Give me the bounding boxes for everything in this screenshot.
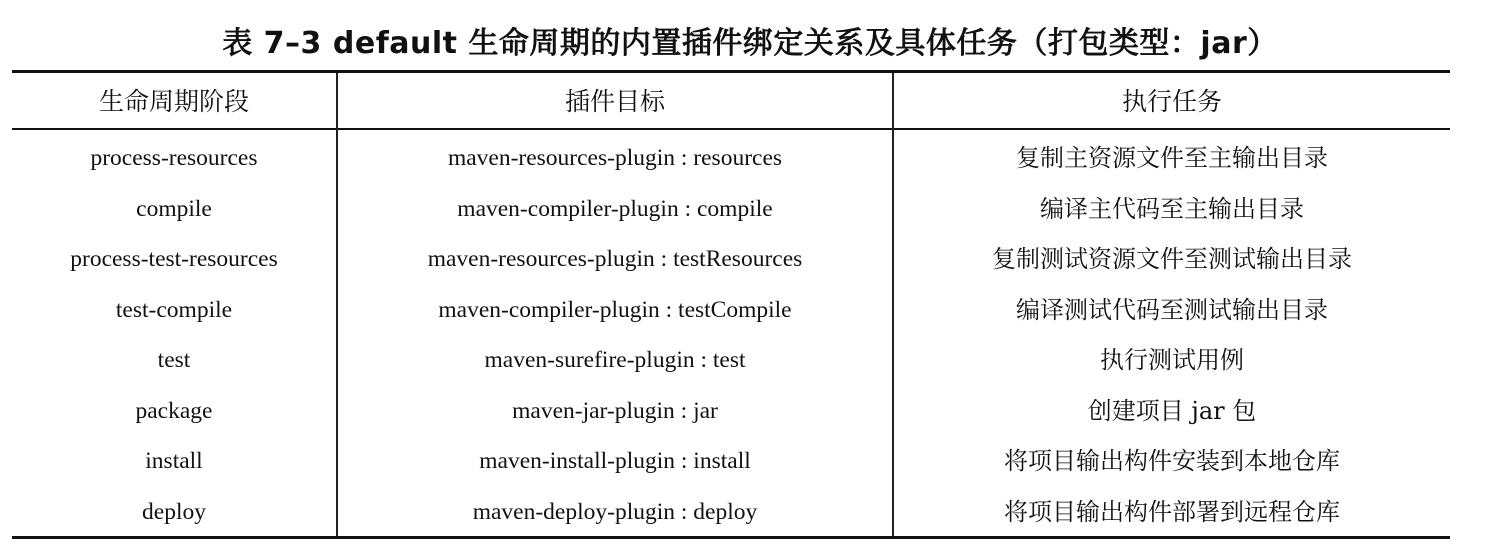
table-row — [0, 436, 1500, 487]
phase-cell: package — [135, 397, 213, 424]
task-cell: 将项目输出构件部署到远程仓库 — [1004, 497, 1340, 526]
phase-cell: install — [145, 448, 203, 474]
table-row — [0, 285, 1500, 336]
goal-cell: maven-compiler-plugin : compile — [457, 195, 773, 222]
goal-cell: maven-install-plugin : install — [479, 448, 751, 474]
task-cell: 编译主代码至主输出目录 — [1040, 194, 1304, 223]
header-task: 执行任务 — [1121, 87, 1222, 116]
table-top-rule — [12, 70, 1450, 73]
table-row — [0, 184, 1500, 235]
table-header-rule — [12, 128, 1450, 130]
phase-cell: test-compile — [115, 296, 233, 323]
goal-cell: maven-jar-plugin : jar — [512, 397, 718, 424]
table-row — [0, 487, 1500, 538]
phase-cell: process-resources — [90, 145, 258, 171]
table-row — [0, 386, 1500, 437]
table-row — [0, 234, 1500, 285]
goal-cell: maven-resources-plugin : resources — [447, 145, 783, 171]
header-lifecycle-phase: 生命周期阶段 — [98, 87, 249, 116]
phase-cell: process-test-resources — [70, 246, 278, 272]
header-plugin-goal: 插件目标 — [564, 87, 665, 116]
goal-cell: maven-deploy-plugin : deploy — [472, 498, 758, 525]
goal-cell: maven-compiler-plugin : testCompile — [438, 296, 792, 323]
phase-cell: deploy — [142, 498, 206, 525]
table-body — [0, 133, 1500, 537]
task-cell: 复制主资源文件至主输出目录 — [1016, 144, 1328, 172]
task-cell: 复制测试资源文件至测试输出目录 — [992, 245, 1352, 273]
phase-cell: test — [157, 347, 191, 373]
task-cell: 将项目输出构件安装到本地仓库 — [1004, 447, 1340, 475]
goal-cell: maven-surefire-plugin : test — [484, 347, 746, 373]
table-caption: 表 7–3 default 生命周期的内置插件绑定关系及具体任务（打包类型：jar） — [222, 26, 1278, 61]
table-row — [0, 335, 1500, 386]
task-cell: 执行测试用例 — [1100, 346, 1244, 374]
table-row — [0, 133, 1500, 184]
goal-cell: maven-resources-plugin : testResources — [427, 246, 803, 272]
task-cell: 编译测试代码至测试输出目录 — [1016, 295, 1328, 324]
task-cell: 创建项目 jar 包 — [1087, 396, 1257, 425]
phase-cell: compile — [136, 195, 212, 222]
